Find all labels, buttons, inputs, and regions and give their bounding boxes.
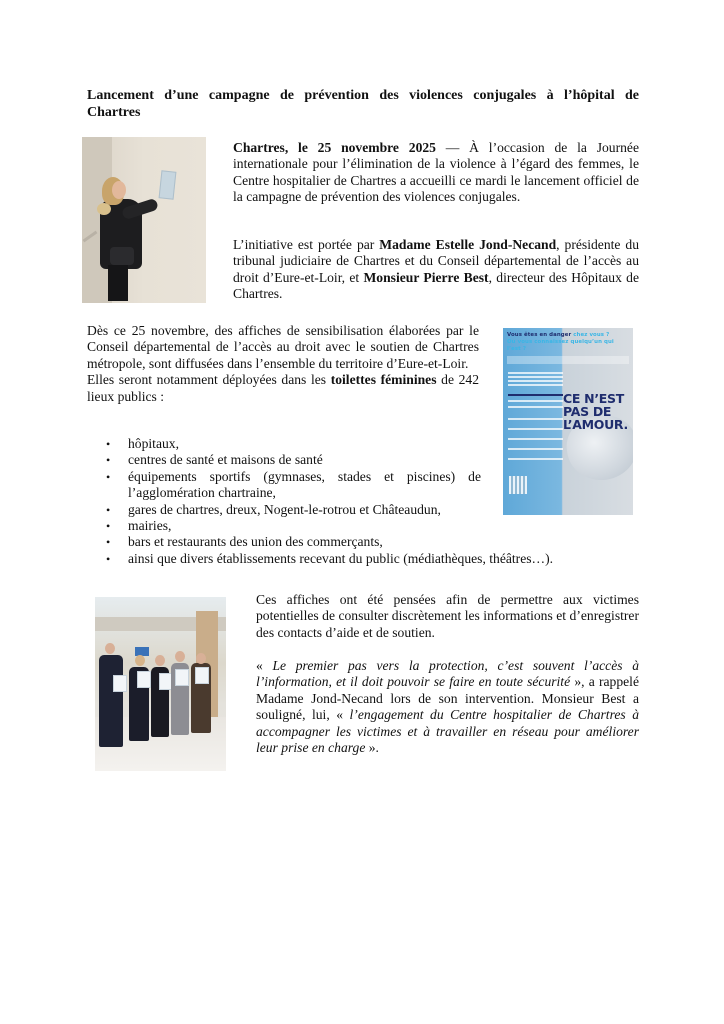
purpose-paragraph: Ces affiches ont été pensées afin de permettre aux victimes potentielles de consulter discrètement les informations et d’enregistrer des contacts d’aide et de soutien. bbox=[256, 592, 639, 640]
poster-text-line bbox=[508, 428, 563, 430]
photo-woman-posting-poster bbox=[82, 137, 206, 303]
poster-text-line bbox=[508, 384, 563, 386]
deploy-bold: toilettes féminines bbox=[330, 372, 437, 388]
campaign-poster-image bbox=[503, 328, 633, 515]
photo-group-holding-posters bbox=[95, 597, 226, 771]
quote2-close: ». bbox=[365, 740, 379, 756]
quote1-close: », a rappelé Madame Jond-Necand lors de son intervention. Monsieur Best a souligné, lui, « bbox=[256, 674, 639, 723]
photo-person bbox=[99, 655, 123, 747]
photo-person-head bbox=[196, 653, 206, 664]
photo-sheet bbox=[113, 675, 127, 692]
poster-text-line bbox=[508, 438, 563, 440]
poster-text-line bbox=[508, 376, 563, 378]
person-pierre-best: Monsieur Pierre Best bbox=[363, 269, 489, 285]
photo-sheet bbox=[195, 667, 209, 684]
photo-sheet bbox=[175, 669, 189, 686]
deploy-suffix: de 242 lieux publics : bbox=[87, 372, 479, 404]
poster-text-line bbox=[508, 400, 563, 402]
quote-best: l’engagement du Centre hospitalier de Chartres à accompagner les victimes et à travailler en réseau pour améliorer leur prise en charge bbox=[256, 707, 639, 756]
poster-text-line bbox=[508, 418, 563, 420]
article-title-line1: Lancement d’une campagne de prévention des violences conjugales à l’hôpital de bbox=[87, 88, 639, 103]
photo-sheet bbox=[137, 671, 151, 688]
quote1-open: « bbox=[256, 658, 273, 673]
list-item: • centres de santé et maisons de santé bbox=[95, 452, 481, 468]
list-item: • ainsi que divers établissements recevant du public (médiathèques, théâtres…). bbox=[95, 551, 648, 567]
person-jond-necand: Madame Estelle Jond-Necand bbox=[379, 237, 557, 252]
photo-poster-on-wall bbox=[159, 170, 177, 199]
article-title-line2: Chartres bbox=[87, 105, 141, 120]
poster-headline-a: Vous êtes en danger bbox=[507, 332, 574, 338]
photo-person-legs bbox=[108, 265, 128, 301]
quote-jond-necand: Le premier pas vers la protection, c’est souvent l’accès à l’information, et il doit pouvoir se faire en toute sécurité bbox=[256, 658, 639, 690]
deploy-prefix: Elles seront notamment déployées dans les bbox=[87, 372, 331, 388]
initiative-suffix: , directeur des Hôpitaux de Chartres. bbox=[233, 269, 639, 302]
photo-handbag bbox=[110, 247, 134, 265]
poster-headline-2: Ou vous connaissez quelqu’un qui l’est ? bbox=[507, 339, 614, 352]
posters-paragraph: Dès ce 25 novembre, des affiches de sensibilisation élaborées par le Conseil départemental de l’accès au droit avec le soutien de Chartres métropole, sont diffusées dans l’ensemble du territoire d’Eure-et-Loir. bbox=[87, 323, 479, 371]
poster-text-line bbox=[508, 458, 563, 460]
deploy-paragraph bbox=[87, 372, 479, 405]
photo-person-head bbox=[175, 651, 185, 662]
poster-text-line bbox=[508, 380, 563, 382]
list-item: • hôpitaux, bbox=[95, 436, 481, 452]
intro-paragraph bbox=[233, 140, 639, 206]
poster-qr-code-icon bbox=[509, 476, 527, 494]
poster-headline bbox=[507, 332, 629, 353]
dateline: Chartres, le 25 novembre 2025 bbox=[233, 140, 436, 155]
poster-text-line bbox=[508, 372, 563, 374]
quotes-paragraph bbox=[256, 658, 639, 756]
photo-person-head bbox=[135, 655, 145, 666]
initiative-prefix: L’initiative est portée par bbox=[233, 237, 380, 252]
list-item: • bars et restaurants des union des commerçants, bbox=[95, 534, 481, 550]
initiative-paragraph bbox=[233, 237, 639, 303]
poster-band bbox=[507, 356, 629, 364]
list-item: • équipements sportifs (gymnases, stades et piscines) de l’agglomération chartraine, bbox=[95, 469, 481, 502]
posters-section bbox=[87, 323, 479, 405]
poster-headline-b: chez vous ? bbox=[573, 332, 610, 338]
poster-text-line bbox=[508, 394, 563, 396]
photo-person-face bbox=[112, 181, 126, 199]
poster-slogan: CE N’EST PAS DE L’AMOUR. bbox=[563, 391, 628, 432]
photo-person-head bbox=[105, 643, 115, 654]
list-item: • gares de chartres, dreux, Nogent-le-rotrou et Châteaudun, bbox=[95, 502, 481, 518]
article-title bbox=[87, 87, 639, 121]
photo-person-head bbox=[155, 655, 165, 666]
poster-text-line bbox=[508, 448, 563, 450]
poster-text-line bbox=[508, 406, 563, 408]
initiative-middle: , présidente du tribunal judiciaire de Chartres et du Conseil départemental de l’accès au droit d’Eure-et-Loir, et bbox=[233, 237, 640, 285]
intro-text: — À l’occasion de la Journée internationale pour l’élimination de la violence à l’égard des femmes, le Centre hospitalier de Chartres a accueilli ce mardi le lancement officiel de la campagne de prévention des violences conjugales. bbox=[233, 140, 639, 205]
list-item: • mairies, bbox=[95, 518, 481, 534]
locations-list bbox=[95, 436, 554, 567]
